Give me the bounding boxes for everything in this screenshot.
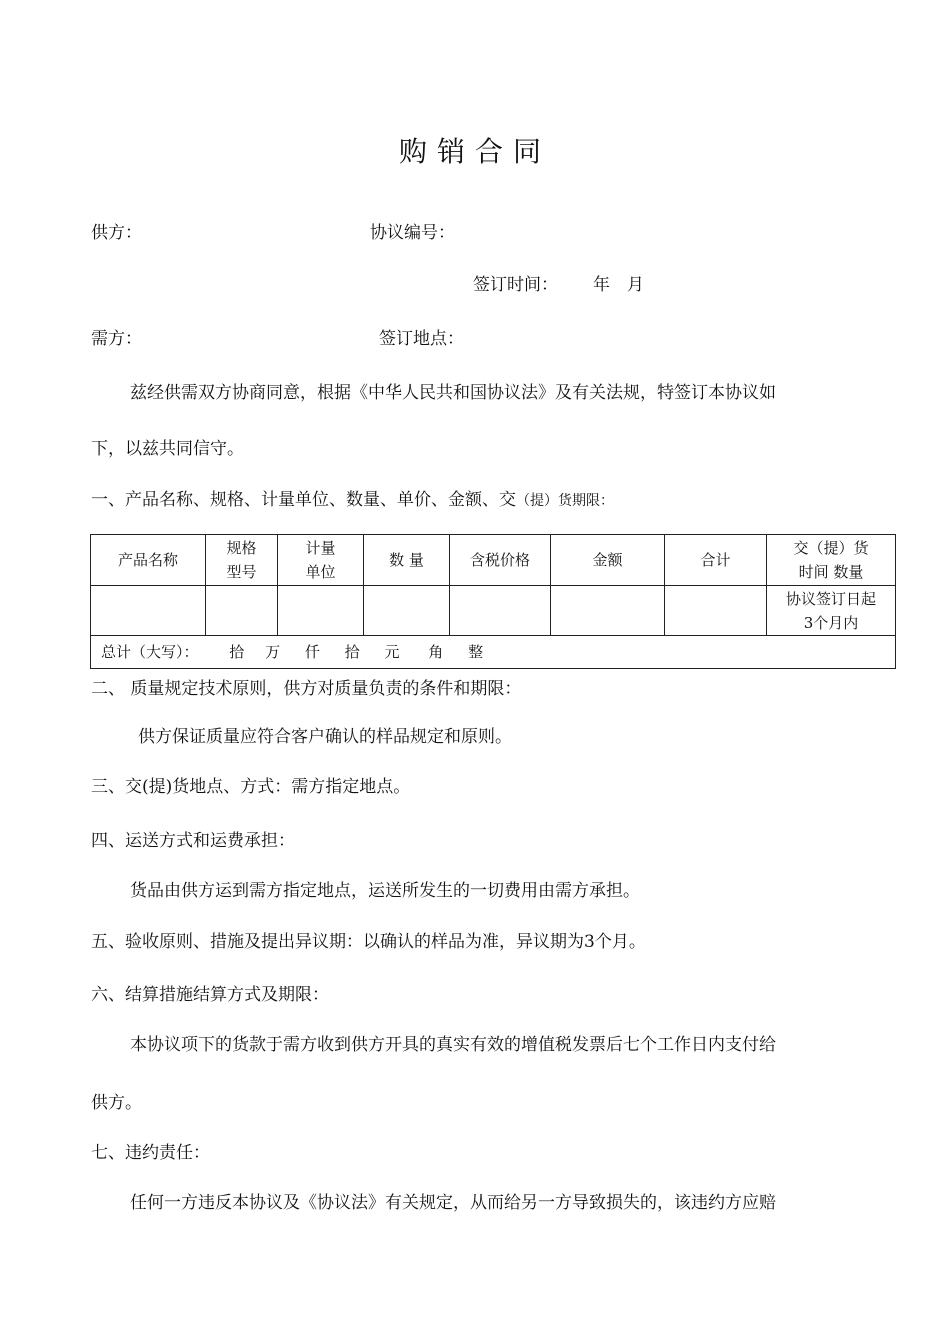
document-title: 购销合同 [398,135,551,168]
intro-line-2: 下，以兹共同信守。 [91,439,244,459]
delivery-period-cell: 协议签订日起 3个月内 [767,586,896,636]
header-cell-amount: 金额 [551,535,665,586]
header-cell-unit: 计量 单位 [278,535,364,586]
total-row [91,636,896,669]
table-cell [665,586,767,636]
section6-body-line-1: 本协议项下的货款于需方收到供方开具的真实有效的增值税发票后七个工作日内支付给 [130,1035,776,1055]
section5-heading: 五、验收原则、措施及提出异议期：以确认的样品为准，异议期为3个月。 [91,932,646,952]
section1-heading-small: （提）货期限： [516,493,614,509]
total-unit: 拾 [229,643,245,661]
header-cell-subtotal: 合计 [665,535,767,586]
table-cell [278,586,364,636]
header-cell-spec-model: 规格 型号 [206,535,278,586]
total-cell [91,636,896,669]
total-unit: 角 [428,643,444,661]
header-cell-quantity: 数 量 [364,535,450,586]
sign-time-month: 月 [627,275,644,295]
section6-heading: 六、结算措施结算方式及期限： [91,985,329,1005]
sign-time-year: 年 [593,275,610,295]
table-cell [364,586,450,636]
section1-heading [91,485,614,510]
section2-body: 供方保证质量应符合客户确认的样品规定和原则。 [138,727,512,747]
total-label: 总计（大写）： [101,643,199,661]
total-unit: 元 [384,643,400,661]
total-unit: 整 [468,643,484,661]
header-cell-product-name: 产品名称 [91,535,206,586]
section3-heading: 三、交(提)货地点、方式：需方指定地点。 [91,777,411,797]
section2-heading: 二、 质量规定技术原则，供方对质量负责的条件和期限： [91,679,522,699]
section4-body: 货品由供方运到需方指定地点，运送所发生的一切费用由需方承担。 [130,881,640,901]
goods-table [90,534,896,669]
section1-heading-main: 一、产品名称、规格、计量单位、数量、单价、金额、交 [91,490,516,510]
table-cell [206,586,278,636]
total-unit: 万 [265,643,281,661]
section4-heading: 四、运送方式和运费承担： [91,831,295,851]
header-cell-tax-price: 含税价格 [450,535,551,586]
header-cell-delivery: 交（提）货 时间 数量 [767,535,896,586]
total-unit: 仟 [304,643,320,661]
buyer-label: 需方： [91,329,142,349]
table-cell [450,586,551,636]
sign-time-label: 签订时间： [473,275,558,295]
total-unit: 拾 [344,643,360,661]
table-row [91,586,896,636]
section6-body-line-2: 供方。 [91,1093,142,1113]
agreement-no-label: 协议编号： [370,223,455,243]
sign-place-label: 签订地点： [379,329,464,349]
table-header-row [91,535,896,586]
table-cell [551,586,665,636]
supplier-label: 供方： [91,223,142,243]
section7-body-line-1: 任何一方违反本协议及《协议法》有关规定，从而给另一方导致损失的，该违约方应赔 [130,1193,776,1213]
table-cell [91,586,206,636]
intro-line-1: 兹经供需双方协商同意，根据《中华人民共和国协议法》及有关法规，特签订本协议如 [130,383,776,403]
section7-heading: 七、违约责任： [91,1143,210,1163]
